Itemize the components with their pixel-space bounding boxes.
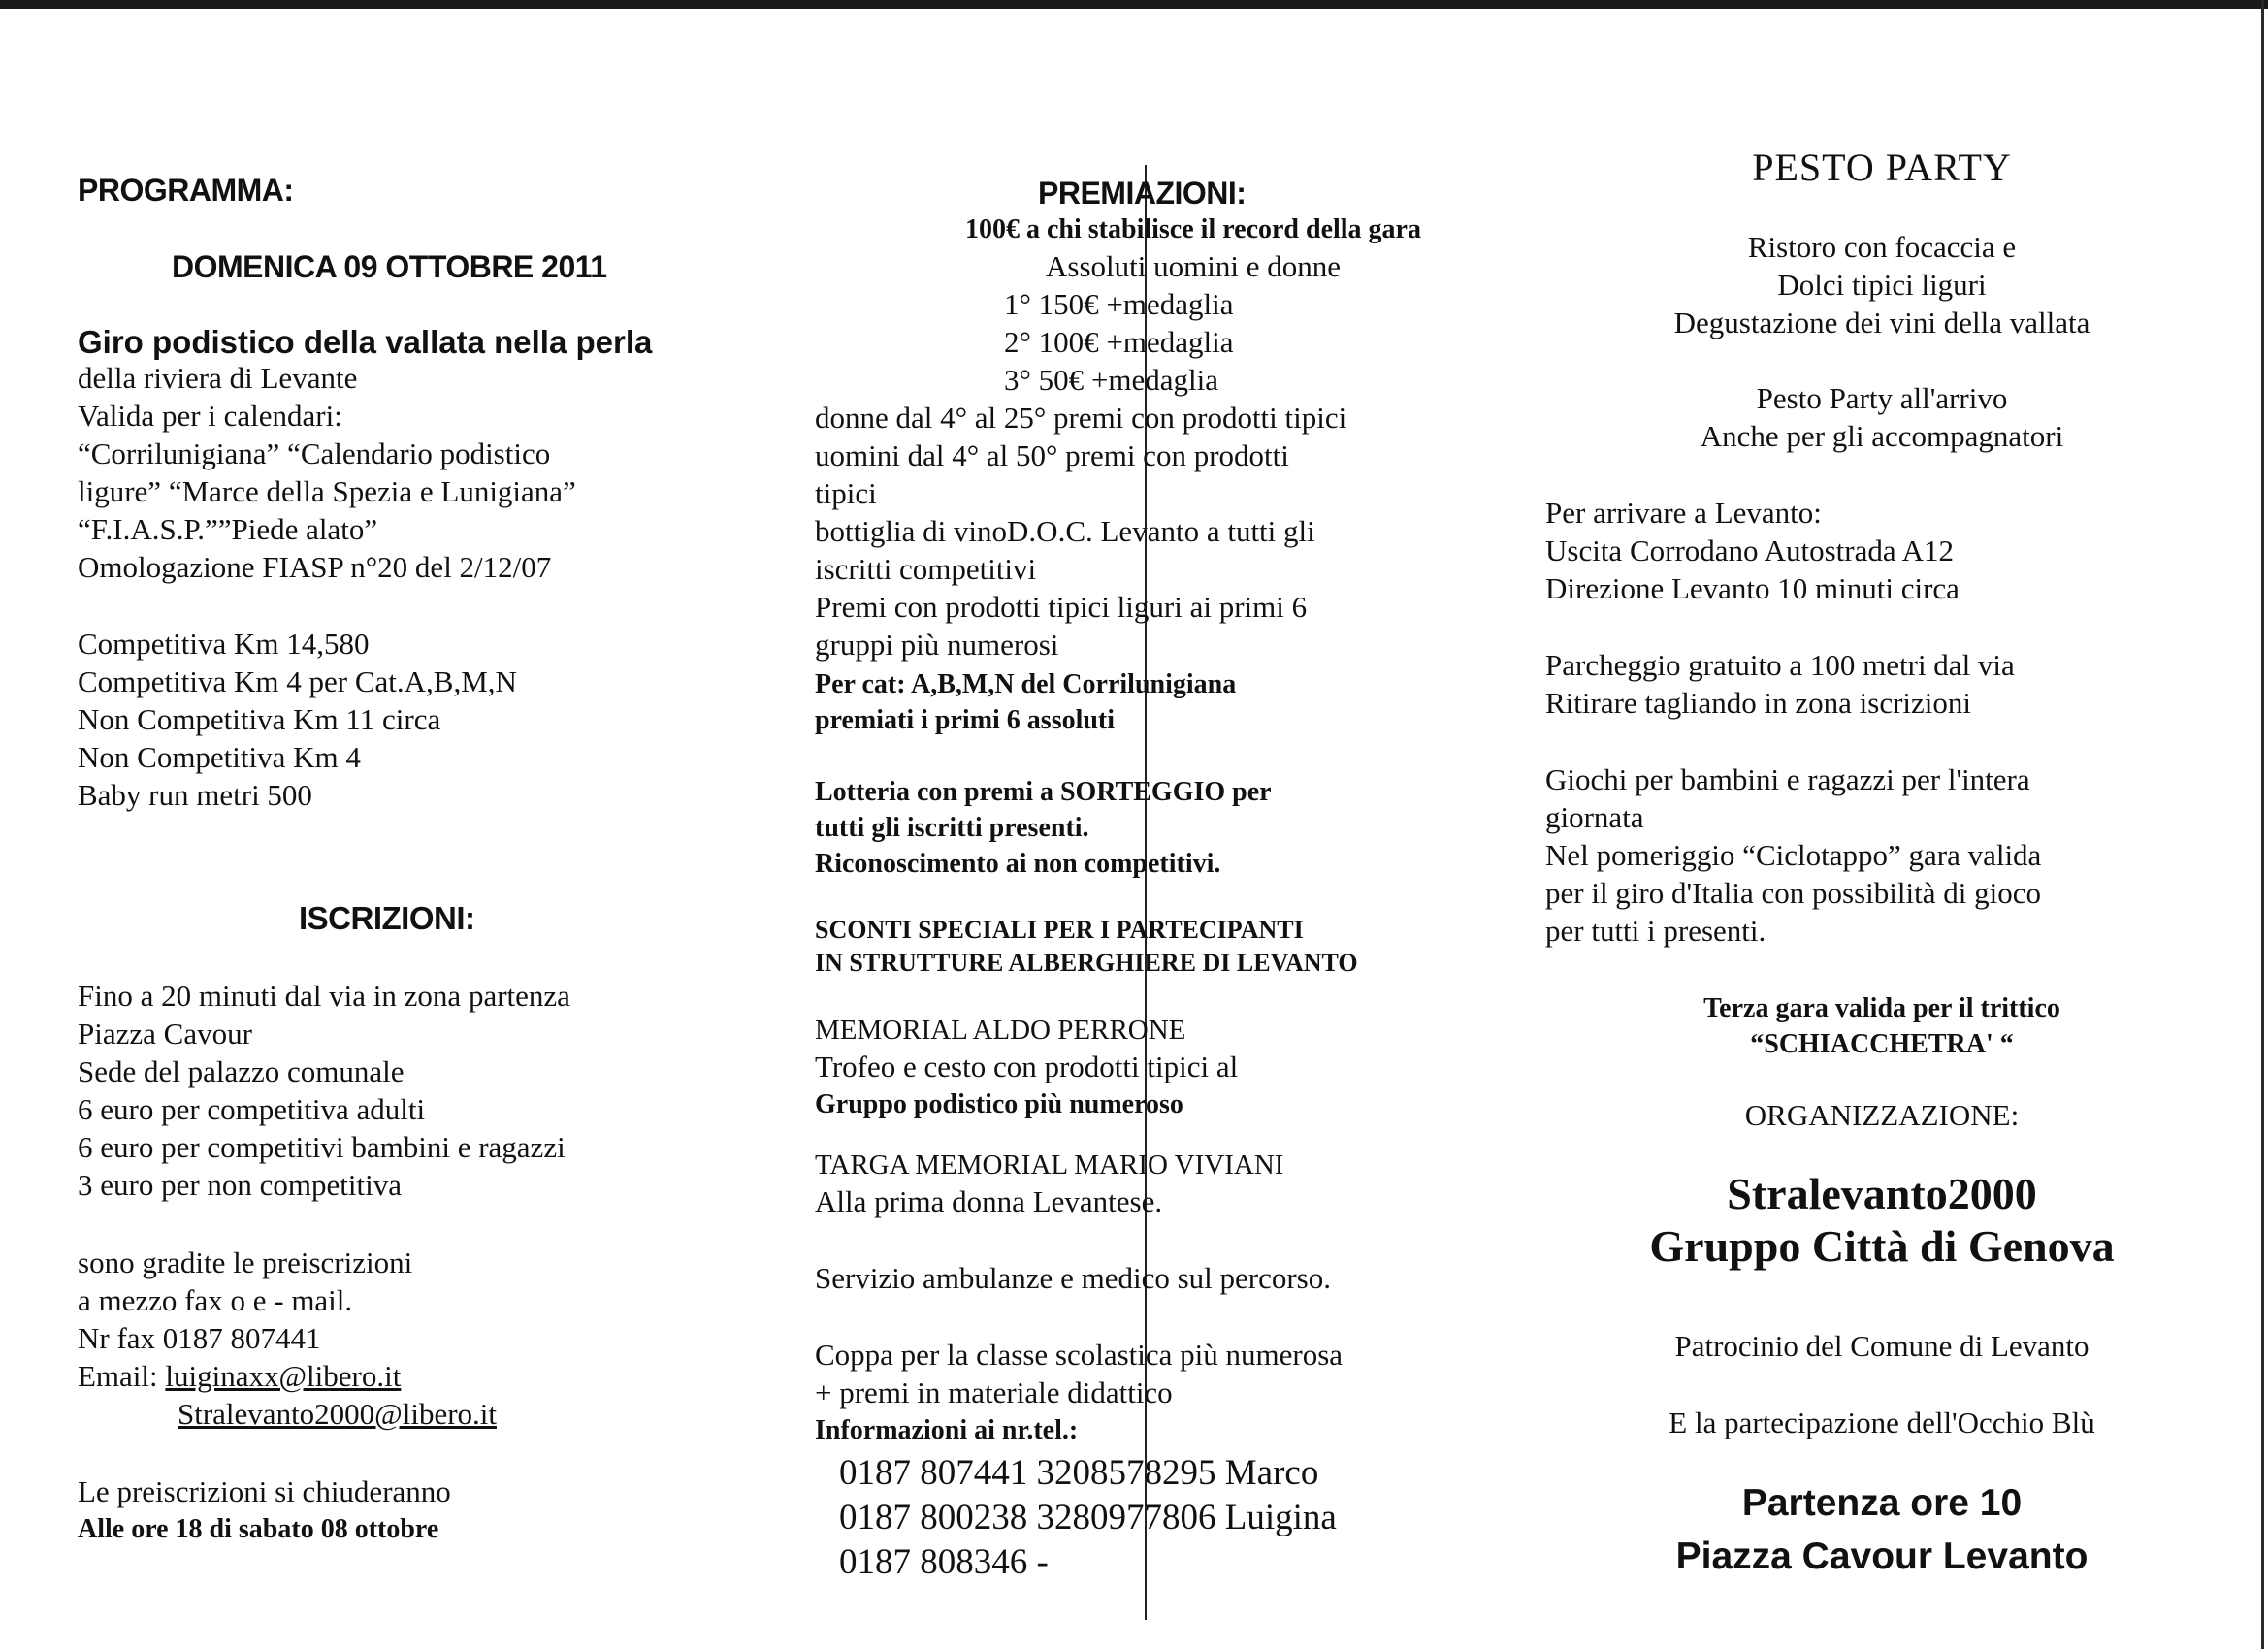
race-item: Competitiva Km 14,580 [78,627,370,661]
calendar-line-2: ligure” “Marce della Spezia e Lunigiana” [78,474,576,508]
assoluti-line: Assoluti uomini e donne [1046,249,1341,283]
memorial-line-2: Trofeo e cesto con prodotti tipici al [815,1050,1239,1083]
calendar-line-3: “F.I.A.S.P.””Piede alato” [78,512,378,546]
giochi-line-2: giornata [1545,800,1644,834]
ristoro-line-2: Dolci tipici liguri [1777,268,1987,302]
giochi-line-4: per il giro d'Italia con possibilità di gioco [1545,876,2041,910]
prize-detail: uomini dal 4° al 50° premi con prodotti [815,438,1289,472]
giochi-line-5: per tutti i presenti. [1545,914,1766,948]
info-label: Informazioni ai nr.tel.: [815,1415,1079,1445]
prize-second: 2° 100€ +medaglia [1004,325,1234,359]
giro-line-1: Giro podistico della vallata nella perla [78,324,653,360]
organizer-name-1: Stralevanto2000 [1727,1169,2037,1218]
partenza-time: Partenza ore 10 [1741,1482,2023,1524]
omologazione: Omologazione FIASP n°20 del 2/12/07 [78,550,552,584]
preiscrizioni-line-1: sono gradite le preiscrizioni [78,1245,413,1279]
giochi-line-1: Giochi per bambini e ragazzi per l'intera [1545,762,2030,796]
terza-gara-line-1: Terza gara valida per il trittico [1703,993,2060,1023]
giochi-line-3: Nel pomeriggio “Ciclotappo” gara valida [1545,838,2042,872]
terza-gara-line-2: “SCHIACCHETRA' “ [1750,1029,2014,1059]
email-link-2[interactable]: Stralevanto2000@libero.it [178,1397,498,1431]
ristoro-line-1: Ristoro con focaccia e [1747,230,2017,264]
phone-line: 0187 807441 3208578295 Marco [839,1453,1319,1493]
arrivare-line-2: Uscita Corrodano Autostrada A12 [1545,534,1955,567]
phone-line: 0187 800238 3280977806 Luigina [839,1498,1337,1537]
close-line-2: Alle ore 18 di sabato 08 ottobre [78,1514,439,1544]
prize-detail: gruppi più numerosi [815,628,1059,662]
pesto-arrivo: Pesto Party all'arrivo [1756,381,2008,415]
iscrizioni-item: 6 euro per competitiva adulti [78,1092,426,1126]
valida-label: Valida per i calendari: [78,399,342,433]
top-border-line [0,0,2268,9]
phone-line: 0187 808346 - [839,1542,1049,1582]
coppa-line-2: + premi in materiale didattico [815,1375,1173,1409]
prize-first: 1° 150€ +medaglia [1004,287,1234,321]
preiscrizioni-line-2: a mezzo fax o e - mail. [78,1283,353,1317]
memorial-line-3: Gruppo podistico più numeroso [815,1089,1183,1119]
lotteria-line-3: Riconoscimento ai non competitivi. [815,849,1221,879]
parcheggio-line-2: Ritirare tagliando in zona iscrizioni [1545,686,1972,720]
fax-number: Nr fax 0187 807441 [78,1321,321,1355]
calendar-line-1: “Corrilunigiana” “Calendario podistico [78,436,551,470]
sconti-line-1: SCONTI SPECIALI PER I PARTECIPANTI [815,916,1304,944]
parcheggio-line-1: Parcheggio gratuito a 100 metri dal via [1545,648,2015,682]
patrocinio-line: Patrocinio del Comune di Levanto [1674,1329,2090,1363]
programma-title: PROGRAMMA: [78,173,294,208]
lotteria-line-2: tutti gli iscritti presenti. [815,813,1089,843]
memorial-title: MEMORIAL ALDO PERRONE [815,1015,1186,1046]
pesto-party-title: PESTO PARTY [1752,146,2012,189]
arrivare-line-1: Per arrivare a Levanto: [1545,496,1822,530]
premiazioni-title: PREMIAZIONI: [1038,176,1247,210]
record-line: 100€ a chi stabilisce il record della gara [965,214,1421,244]
race-item: Baby run metri 500 [78,778,312,812]
iscrizioni-item: 6 euro per competitivi bambini e ragazzi [78,1130,566,1164]
email-row [78,1358,401,1395]
targa-title: TARGA MEMORIAL MARIO VIVIANI [815,1149,1284,1180]
ristoro-line-3: Degustazione dei vini della vallata [1673,306,2090,340]
iscrizioni-item: 3 euro per non competitiva [78,1168,403,1202]
email-link-1[interactable]: luiginaxx@libero.it [165,1359,402,1393]
coppa-line-1: Coppa per la classe scolastica più numerosa [815,1338,1344,1372]
giro-line-2: della riviera di Levante [78,361,358,395]
prize-detail: premiati i primi 6 assoluti [815,705,1116,735]
prize-detail: bottiglia di vinoD.O.C. Levanto a tutti gli [815,514,1315,548]
prize-third: 3° 50€ +medaglia [1004,363,1218,397]
iscrizioni-item: Fino a 20 minuti dal via in zona partenza [78,979,570,1013]
prize-detail: iscritti competitivi [815,552,1037,586]
race-item: Competitiva Km 4 per Cat.A,B,M,N [78,664,517,698]
right-border-line [2261,0,2264,1649]
prize-detail: tipici [815,476,877,510]
arrivare-line-3: Direzione Levanto 10 minuti circa [1545,571,1960,605]
race-item: Non Competitiva Km 11 circa [78,702,441,736]
targa-line-2: Alla prima donna Levantese. [815,1184,1163,1218]
iscrizioni-item: Sede del palazzo comunale [78,1054,405,1088]
close-line-1: Le preiscrizioni si chiuderanno [78,1474,451,1508]
partenza-place: Piazza Cavour Levanto [1675,1536,2089,1577]
prize-detail: Premi con prodotti tipici liguri ai primi 6 [815,590,1308,624]
email-label: Email: [78,1359,166,1393]
event-date: DOMENICA 09 OTTOBRE 2011 [172,249,607,284]
accompagnatori: Anche per gli accompagnatori [1700,419,2064,453]
iscrizioni-item: Piazza Cavour [78,1017,252,1051]
prize-detail: donne dal 4° al 25° premi con prodotti tipici [815,401,1347,435]
race-item: Non Competitiva Km 4 [78,740,361,774]
sconti-line-2: IN STRUTTURE ALBERGHIERE DI LEVANTO [815,949,1358,977]
iscrizioni-title: ISCRIZIONI: [299,900,475,936]
organizer-name-2: Gruppo Città di Genova [1649,1221,2115,1271]
partecipazione-line: E la partecipazione dell'Occhio Blù [1669,1406,2095,1439]
servizio-line: Servizio ambulanze e medico sul percorso. [815,1261,1331,1295]
organizzazione-title: ORGANIZZAZIONE: [1744,1098,2020,1132]
prize-detail: Per cat: A,B,M,N del Corrilunigiana [815,669,1237,699]
lotteria-line-1: Lotteria con premi a SORTEGGIO per [815,777,1272,807]
